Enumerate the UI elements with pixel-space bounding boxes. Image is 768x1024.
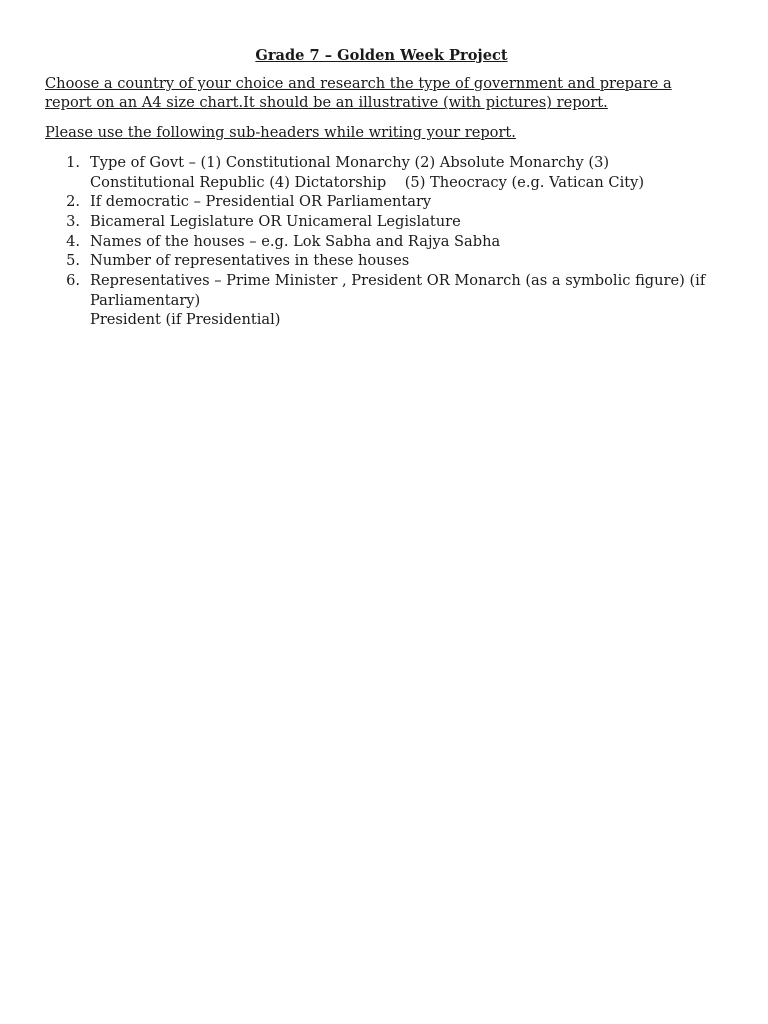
list-item: [45, 153, 718, 192]
list-item-text: Bicameral Legislature OR Unicameral Legislature: [90, 212, 461, 230]
list-item: [45, 232, 718, 252]
list-item-number: 6.: [66, 272, 80, 290]
list-item: [45, 212, 718, 232]
list-item-number: 4.: [66, 232, 80, 250]
list-item: [45, 251, 718, 271]
intro-paragraph: Choose a country of your choice and research the type of government and prepare a report on an A4 size chart.It should be an illustrative (with pictures) report.: [45, 74, 672, 112]
list-item-number: 5.: [66, 252, 80, 270]
list-item: [45, 192, 718, 212]
list-item-text: If democratic – Presidential OR Parliamentary: [90, 193, 432, 211]
list-item-number: 2.: [66, 193, 80, 211]
subheader-instruction: Please use the following sub-headers while writing your report.: [45, 124, 516, 142]
list-item-text: Type of Govt – (1) Constitutional Monarchy (2) Absolute Monarchy (3) Constitutional Republic (4) Dictatorship (5) Theocracy (e.g. Vatican City): [90, 153, 645, 191]
list-item: [45, 271, 718, 310]
list-item-continuation: President (if Presidential): [90, 311, 281, 329]
list-item-number: 1.: [66, 153, 80, 171]
list-item-text: Names of the houses – e.g. Lok Sabha and Rajya Sabha: [90, 232, 501, 250]
document-title: Grade 7 – Golden Week Project: [255, 47, 508, 64]
list-item-text: Representatives – Prime Minister , President OR Monarch (as a symbolic figure) (if Parliamentary): [90, 272, 710, 309]
list-item-number: 3.: [66, 212, 80, 230]
list-item-text: Number of representatives in these houses: [90, 252, 410, 270]
subheader-list: [45, 153, 718, 311]
